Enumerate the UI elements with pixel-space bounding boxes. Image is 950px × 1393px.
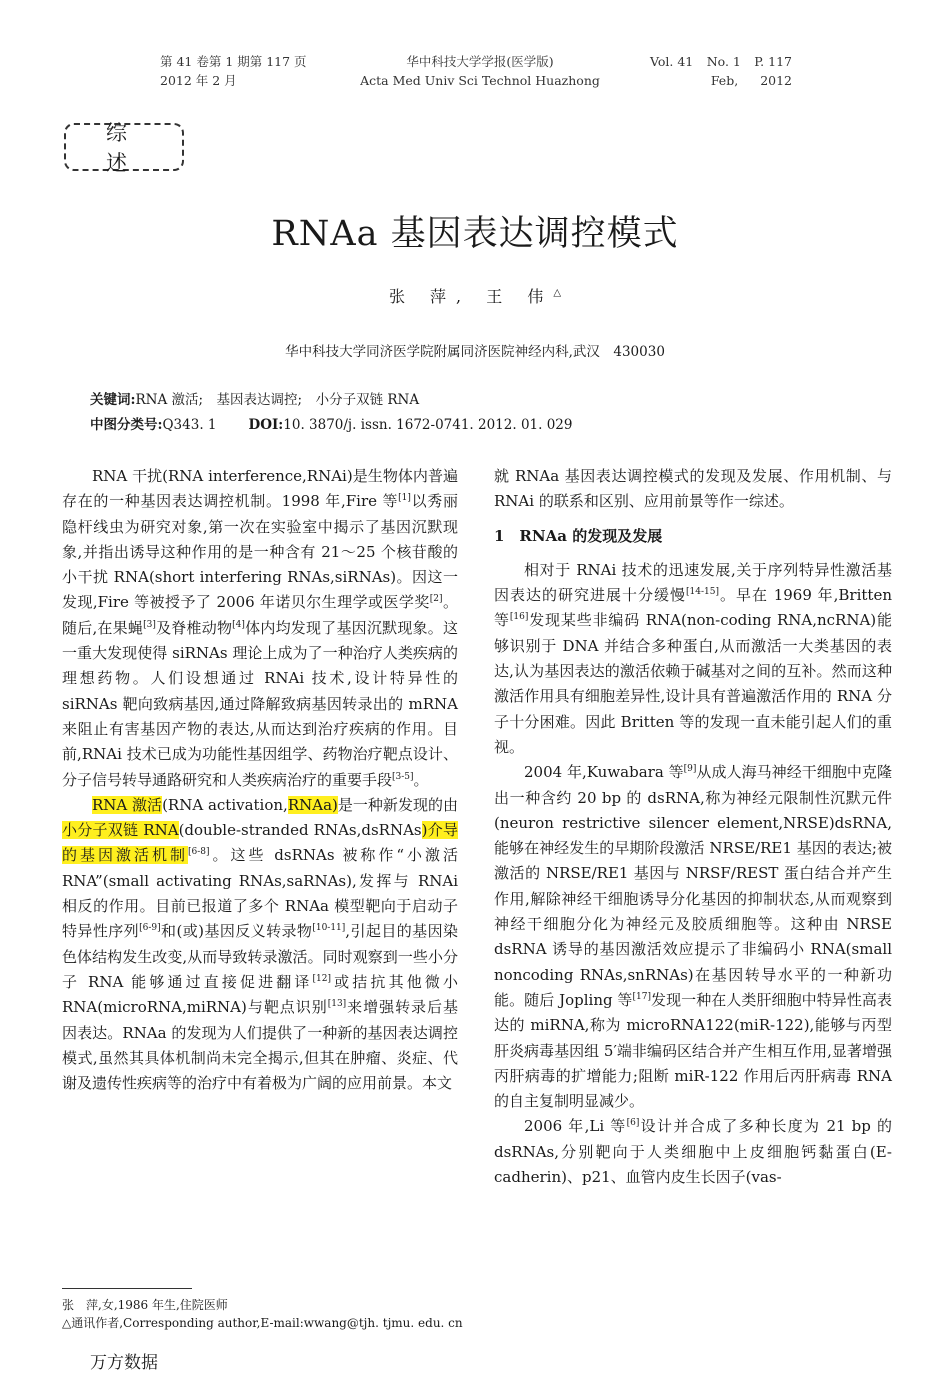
header-right — [650, 52, 792, 90]
citation: [6] — [626, 1118, 640, 1129]
doi-label: DOI: — [248, 417, 284, 433]
header-vol: Vol. 41 — [650, 54, 694, 69]
citation: [2] — [429, 594, 443, 605]
citation: [6-8] — [188, 847, 210, 858]
affiliation: 华中科技大学同济医学院附属同济医院神经内科,武汉 430030 — [285, 344, 665, 360]
header-date-cn: 2012 年 2 月 — [160, 73, 237, 88]
citation: [3] — [143, 619, 156, 630]
section-label: 综述 — [64, 123, 184, 171]
corresponding-mark: △ — [553, 287, 562, 299]
body-column-left — [62, 464, 458, 1096]
citation: [16] — [509, 612, 529, 623]
article-title: RNAa 基因表达调控模式 — [271, 214, 679, 254]
doi-value: 10. 3870/j. issn. 1672-0741. 2012. 01. 029 — [283, 417, 573, 433]
paragraph: 2006 年,Li 等[6]设计并合成了多种长度为 21 bp 的 dsRNAs,分别靶向于人类细胞中上皮细胞钙黏蛋白(E-cadherin)、p21、血管内皮生长因子(vas- — [494, 1117, 892, 1187]
section-heading: 1 RNAa 的发现及发展 — [494, 526, 663, 545]
citation: [9] — [683, 764, 697, 775]
paragraph: RNA 干扰(RNA interference,RNAi)是生物体内普遍存在的一种基因表达调控机制。1998 年,Fire 等[1]以秀丽隐杆线虫为研究对象,第一次在实验室中揭示了基因沉默现象,并指出诱导这种作用的是一种含有 21～25 个核苷酸的小干扰 RNA(short interfering RNAs,siRNAs)。因这一发现,Fire 等被授予了 2006 年诺贝尔生理学或医学奖[2]。随后,在果蝇[3]及脊椎动物[4]体内均发现了基因沉默现象。这一重大发现使得 siRNAs 理论上成为了一种治疗人类疾病的理想药物。人们设想通过 RNAi 技术,设计特异性的 siRNAs 靶向致病基因,通过降解致病基因转录出的 mRNA 来阻止有害基因产物的表达,从而达到治疗疾病的作用。目前,RNAi 技术已成为功能性基因组学、药物治疗靶点设计、分子信号转导通路研究和人类疾病治疗的重要手段[3-5]。 — [62, 467, 458, 789]
paragraph: 相对于 RNAi 技术的迅速发展,关于序列特异性激活基因表达的研究进展十分缓慢[14-15]。早在 1969 年,Britten 等[16]发现某些非编码 RNA(non-coding RNA,ncRNA)能够识别于 DNA 并结合多种蛋白,从而激活一大类基因的表达,认为基因表达的激活依赖于碱基对之间的互补。然而这种激活作用具有细胞差异性,设计具有普遍激活作用的 RNA 分子十分困难。因此 Britten 等的发现一直未能引起人们的重视。 — [494, 560, 892, 756]
header-volume-cn: 第 41 卷第 1 期第 117 页 — [160, 54, 307, 69]
citation: [4] — [232, 619, 245, 630]
footnotes — [62, 1296, 463, 1332]
citation: [3-5] — [392, 771, 414, 782]
header-page: P. 117 — [754, 54, 792, 69]
citation: [13] — [327, 999, 347, 1010]
highlight: )介导的基因激活机制 — [62, 821, 458, 865]
highlight: RNAa) — [287, 795, 338, 814]
author-footnote: 张 萍,女,1986 年生,住院医师 — [62, 1298, 228, 1312]
highlight: 小分子双链 RNA — [62, 821, 179, 840]
header-no: No. 1 — [706, 54, 741, 69]
header-month: Feb, — [710, 73, 739, 88]
highlight: RNA 激活 — [92, 795, 163, 814]
header-year: 2012 — [760, 73, 792, 88]
corresponding-footnote: △通讯作者,Corresponding author,E-mail:wwang@tjh. tjmu. edu. cn — [62, 1316, 463, 1330]
keywords-block — [90, 388, 572, 438]
footnote-divider — [62, 1288, 192, 1289]
paragraph: RNA 激活(RNA activation,RNAa)是一种新发现的由小分子双链 RNA(double-stranded RNAs,dsRNAs)介导的基因激活机制[6-8]。这些 dsRNAs 被称作“小激活 RNA”(small activating RNAs,saRNAs),发挥与 RNAi 相反的作用。目前已报道了多个 RNAa 模型靶向于启动子特异性序列[6-9]和(或)基因反义转录物[10-11],引起目的基因染色体结构发生改变,从而导致转录激活。同时观察到一些小分子 RNA 能够通过直接促进翻译[12]或拮抗其他微小 RNA(microRNA,miRNA)与靶点识别[13]来增强转录后基因表达。RNAa 的发现为人们提供了一种新的基因表达调控模式,虽然其具体机制尚未完全揭示,但其在肿瘤、炎症、代谢及遗传性疾病等的治疗中有着极为广阔的应用前景。本文 — [62, 795, 458, 1093]
citation: [17] — [632, 991, 651, 1002]
citation: [6-9] — [139, 923, 161, 934]
keywords-label: 关键词: — [90, 392, 136, 408]
citation: [1] — [398, 493, 411, 504]
clc-value: Q343. 1 — [162, 417, 217, 433]
clc-label: 中图分类号: — [90, 417, 163, 433]
citation: [10-11] — [312, 923, 346, 934]
citation: [14-15] — [685, 587, 719, 598]
body-column-right — [494, 464, 892, 1190]
keywords-value: RNA 激活; 基因表达调控; 小分子双链 RNA — [135, 392, 420, 408]
paragraph: 2004 年,Kuwabara 等[9]从成人海马神经干细胞中克隆出一种含约 20 bp 的 dsRNA,称为神经元限制性沉默元件(neuron restrictive silencer element,NRSE)dsRNA,能够在神经发生的早期阶段激活 NRSE/RE1 基因的表达;被激活的 NRSE/RE1 基因与 NRSF/REST 蛋白结合并产生作用,解除神经干细胞诱导分化基因的抑制状态,从而观察到神经干细胞分化为神经元及胶质细胞等。这种由 NRSE dsRNA 诱导的基因激活效应提示了非编码小 RNA(small noncoding RNAs,snRNAs)在基因转导水平的一种新功能。随后 Jopling 等[17]发现一种在人类肝细胞中特异性高表达的 miRNA,称为 microRNA122(miR-122),能够与丙型肝炎病毒基因组 5′端非编码区结合并产生相互作用,显著增强丙肝病毒的扩增能力;阻断 miR-122 作用后丙肝病毒 RNA 的自主复制明显减少。 — [494, 763, 892, 1111]
article-authors — [0, 284, 950, 307]
header-journal-cn: 华中科技大学学报(医学版) — [406, 54, 554, 69]
wanfang-watermark: 万方数据 — [90, 1353, 158, 1373]
citation: [12] — [312, 973, 332, 984]
paragraph: 就 RNAa 基因表达调控模式的发现及发展、作用机制、与 RNAi 的联系和区别、应用前景等作一综述。 — [494, 467, 892, 511]
author-names: 张 萍, 王 伟 — [388, 287, 554, 306]
header-center — [360, 52, 600, 90]
header-journal-en: Acta Med Univ Sci Technol Huazhong — [360, 73, 600, 88]
header-left — [160, 52, 307, 90]
